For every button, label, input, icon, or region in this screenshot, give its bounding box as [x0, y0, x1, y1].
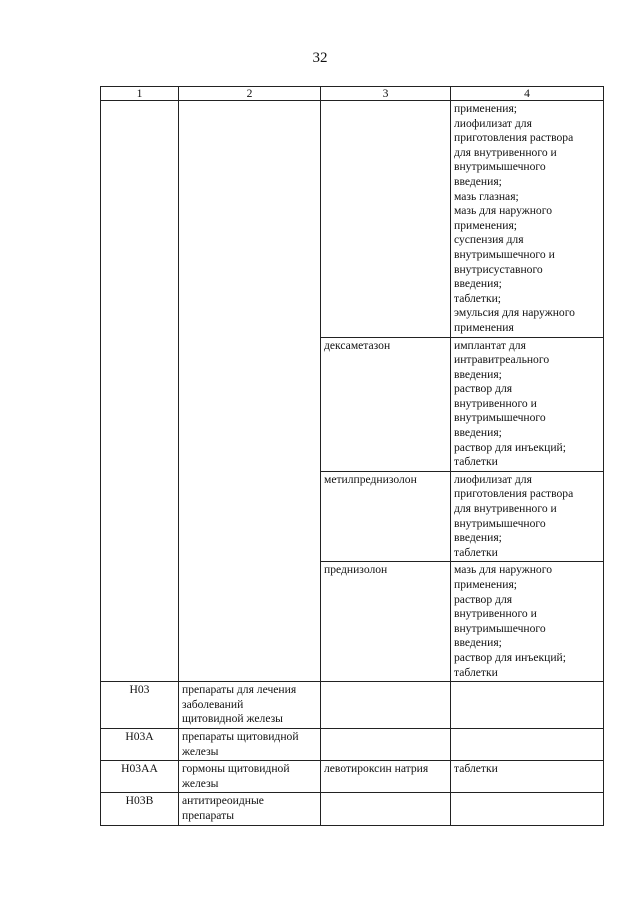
code-cell-empty	[101, 101, 179, 682]
dosage-forms-cell	[451, 728, 604, 760]
table-row	[101, 793, 604, 825]
group-name-cell: препараты щитовидной железы	[179, 728, 321, 760]
drug-name-cell	[321, 793, 451, 825]
table-row	[101, 101, 604, 338]
group-name-cell: антитиреоидные препараты	[179, 793, 321, 825]
header-col-3: 3	[321, 87, 451, 101]
header-col-1: 1	[101, 87, 179, 101]
dosage-forms-cell: применения; лиофилизат для приготовления раствора для внутривенного и внутримышечного введения; мазь глазная; мазь для наружного применения; суспензия для внутримышечного и внутрисуставного введения; таблетки; эмульсия для наружного применения	[451, 101, 604, 338]
drug-name-cell: дексаметазон	[321, 337, 451, 471]
dosage-forms-cell: лиофилизат для приготовления раствора для внутривенного и внутримышечного введения; таблетки	[451, 471, 604, 562]
drug-table	[100, 86, 604, 826]
dosage-forms-cell: таблетки	[451, 761, 604, 793]
table-row	[101, 728, 604, 760]
drug-name-cell	[321, 682, 451, 729]
group-cell-empty	[179, 101, 321, 682]
dosage-forms-cell	[451, 682, 604, 729]
drug-name-cell-empty	[321, 101, 451, 338]
dosage-forms-cell: мазь для наружного применения; раствор для внутривенного и внутримышечного введения; раствор для инъекций; таблетки	[451, 562, 604, 682]
dosage-forms-cell	[451, 793, 604, 825]
group-name-cell: препараты для лечения заболеваний щитовидной железы	[179, 682, 321, 729]
table-row	[101, 761, 604, 793]
atc-code-cell: H03A	[101, 728, 179, 760]
drug-name-cell: метилпреднизолон	[321, 471, 451, 562]
drug-name-cell: левотироксин натрия	[321, 761, 451, 793]
header-col-2: 2	[179, 87, 321, 101]
drug-name-cell: преднизолон	[321, 562, 451, 682]
dosage-forms-cell: имплантат для интравитреального введения; раствор для внутривенного и внутримышечного введения; раствор для инъекций; таблетки	[451, 337, 604, 471]
header-row	[101, 87, 604, 101]
atc-code-cell: H03AA	[101, 761, 179, 793]
atc-code-cell: H03B	[101, 793, 179, 825]
page-number: 32	[312, 50, 328, 66]
group-name-cell: гормоны щитовидной железы	[179, 761, 321, 793]
table-row	[101, 682, 604, 729]
atc-code-cell: H03	[101, 682, 179, 729]
drug-name-cell	[321, 728, 451, 760]
header-col-4: 4	[451, 87, 604, 101]
